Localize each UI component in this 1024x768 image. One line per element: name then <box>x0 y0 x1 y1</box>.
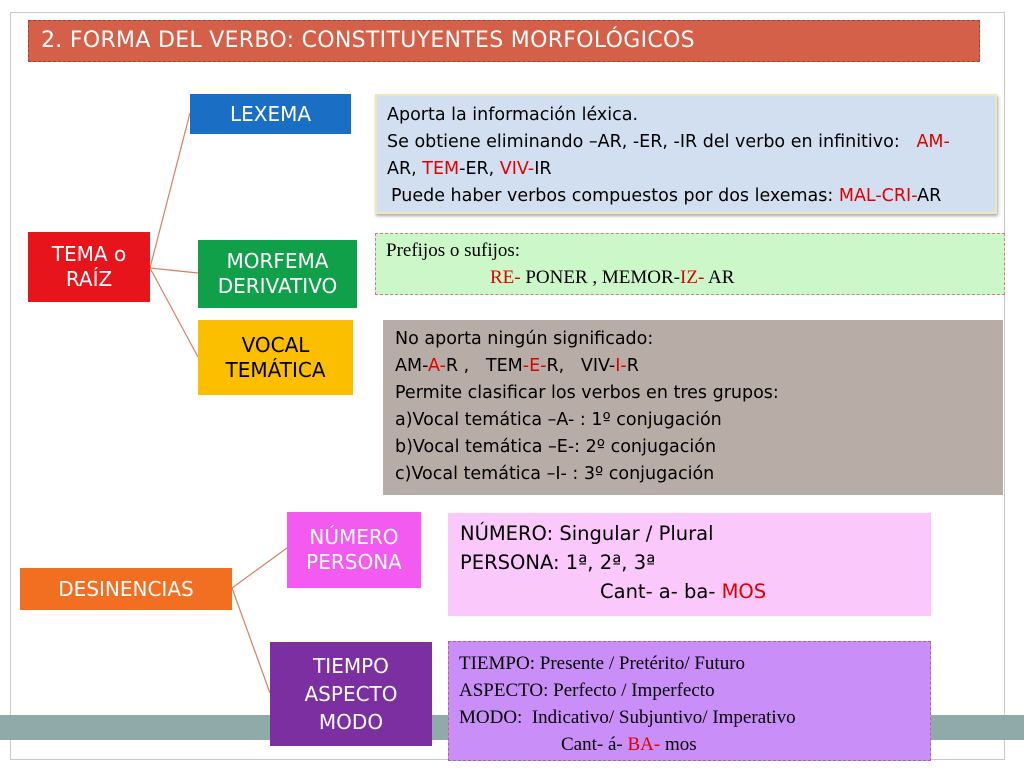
connector-tema-vocal <box>150 268 198 357</box>
numero-info-panel <box>448 513 931 616</box>
numero-persona-box: NÚMERO PERSONA <box>287 512 421 588</box>
lexema-box: LEXEMA <box>190 94 351 134</box>
tiempo-info-line: ASPECTO: Perfecto / Imperfecto <box>459 680 715 701</box>
tiempo-info-line: TIEMPO: Presente / Pretérito/ Futuro <box>459 653 746 674</box>
lexema-info-line: AR, TEM-ER, VIV-IR <box>387 159 552 179</box>
morfema-info-line: Prefijos o sufijos: <box>386 240 521 261</box>
lexema-info-line: Puede haber verbos compuestos por dos lexemas: MAL-CRI-AR <box>391 186 942 206</box>
connector-desinencias-tiempo <box>232 588 270 693</box>
connector-desinencias-numero <box>232 548 287 588</box>
tiempo-info-line: Cant- á- BA- mos <box>561 734 697 755</box>
vocal-info-line: No aporta ningún significado: <box>395 329 654 349</box>
tiempo-info-panel <box>448 641 931 761</box>
slide-title: 2. FORMA DEL VERBO: CONSTITUYENTES MORFOLÓGICOS <box>28 20 980 62</box>
morfema-info-panel <box>375 233 1005 295</box>
tiempo-info-line: MODO: Indicativo/ Subjuntivo/ Imperativo <box>459 707 796 728</box>
vocal-info-line: Permite clasificar los verbos en tres grupos: <box>395 383 779 403</box>
tiempo-aspecto-modo-box: TIEMPO ASPECTO MODO <box>270 642 432 746</box>
lexema-info-panel <box>375 94 997 214</box>
vocal-info-line: a)Vocal temática –A- : 1º conjugación <box>395 410 722 430</box>
numero-info-line: NÚMERO: Singular / Plural <box>460 522 714 545</box>
morfema-info-line: RE- PONER , MEMOR-IZ- AR <box>490 267 735 288</box>
vocal-info-examples: AM-A-R , TEM-E-R, VIV-I-R <box>395 356 639 376</box>
connector-tema-lexema <box>150 113 190 268</box>
numero-info-line: PERSONA: 1ª, 2ª, 3ª <box>460 551 656 574</box>
connector-tema-morfema <box>150 268 198 273</box>
desinencias-box: DESINENCIAS <box>20 568 232 610</box>
lexema-info-line: Se obtiene eliminando –AR, -ER, -IR del verbo en infinitivo: AM- <box>387 132 950 152</box>
vocal-tematica-box: VOCAL TEMÁTICA <box>198 320 353 395</box>
vocal-info-line: c)Vocal temática –I- : 3º conjugación <box>395 464 715 484</box>
morfema-derivativo-box: MORFEMA DERIVATIVO <box>198 240 357 308</box>
vocal-info-line: b)Vocal temática –E-: 2º conjugación <box>395 437 717 457</box>
lexema-info-line: Aporta la información léxica. <box>387 105 639 125</box>
numero-info-line: Cant- a- ba- MOS <box>600 580 767 603</box>
vocal-info-panel <box>383 320 1003 495</box>
tema-raiz-box: TEMA o RAÍZ <box>28 232 150 302</box>
